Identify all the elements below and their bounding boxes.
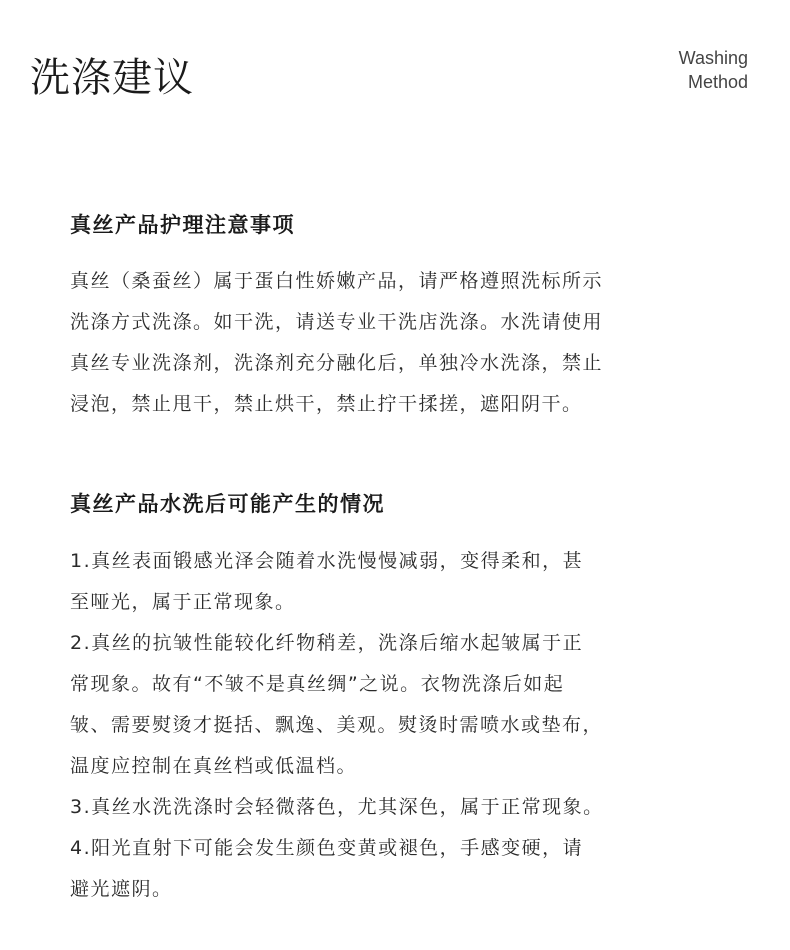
subtitle-line-method: Method: [687, 72, 748, 92]
section-after-wash-effects: [70, 484, 730, 910]
paragraph-line: 3.真丝水洗洗涤时会轻微落色，尤其深色，属于正常现象。: [70, 796, 604, 818]
paragraph-line: 2.真丝的抗皱性能较化纤物稍差，洗涤后缩水起皱属于正: [70, 632, 584, 654]
paragraph-line: 真丝专业洗涤剂，洗涤剂充分融化后，单独冷水洗涤，禁止: [70, 352, 604, 374]
page-header: [0, 0, 790, 140]
page-subtitle: [679, 46, 748, 94]
subtitle-line-washing: Washing: [678, 48, 748, 68]
paragraph-line: 4.阳光直射下可能会发生颜色变黄或褪色，手感变硬，请: [70, 837, 584, 859]
paragraph-line: 真丝（桑蚕丝）属于蛋白性娇嫩产品，请严格遵照洗标所示: [70, 270, 604, 292]
paragraph-line: 1.真丝表面锻感光泽会随着水洗慢慢减弱，变得柔和，甚: [70, 550, 584, 572]
section-heading: 真丝产品护理注意事项: [70, 213, 295, 237]
section-paragraph: [70, 541, 730, 910]
paragraph-line: 至哑光，属于正常现象。: [70, 591, 296, 613]
paragraph-line: 浸泡，禁止甩干，禁止烘干，禁止拧干揉搓，遮阳阴干。: [70, 393, 583, 415]
paragraph-line: 避光遮阴。: [70, 878, 173, 900]
paragraph-line: 皱、需要熨烫才挺括、飘逸、美观。熨烫时需喷水或垫布，: [70, 714, 604, 736]
section-silk-care-notes: [70, 205, 730, 425]
paragraph-line: 洗涤方式洗涤。如干洗，请送专业干洗店洗涤。水洗请使用: [70, 311, 604, 333]
page-title: 洗涤建议: [30, 55, 194, 101]
paragraph-line: 温度应控制在真丝档或低温档。: [70, 755, 358, 777]
section-heading: 真丝产品水洗后可能产生的情况: [70, 492, 385, 516]
section-paragraph: [70, 261, 730, 425]
paragraph-line: 常现象。故有“不皱不是真丝绸”之说。衣物洗涤后如起: [70, 673, 565, 695]
